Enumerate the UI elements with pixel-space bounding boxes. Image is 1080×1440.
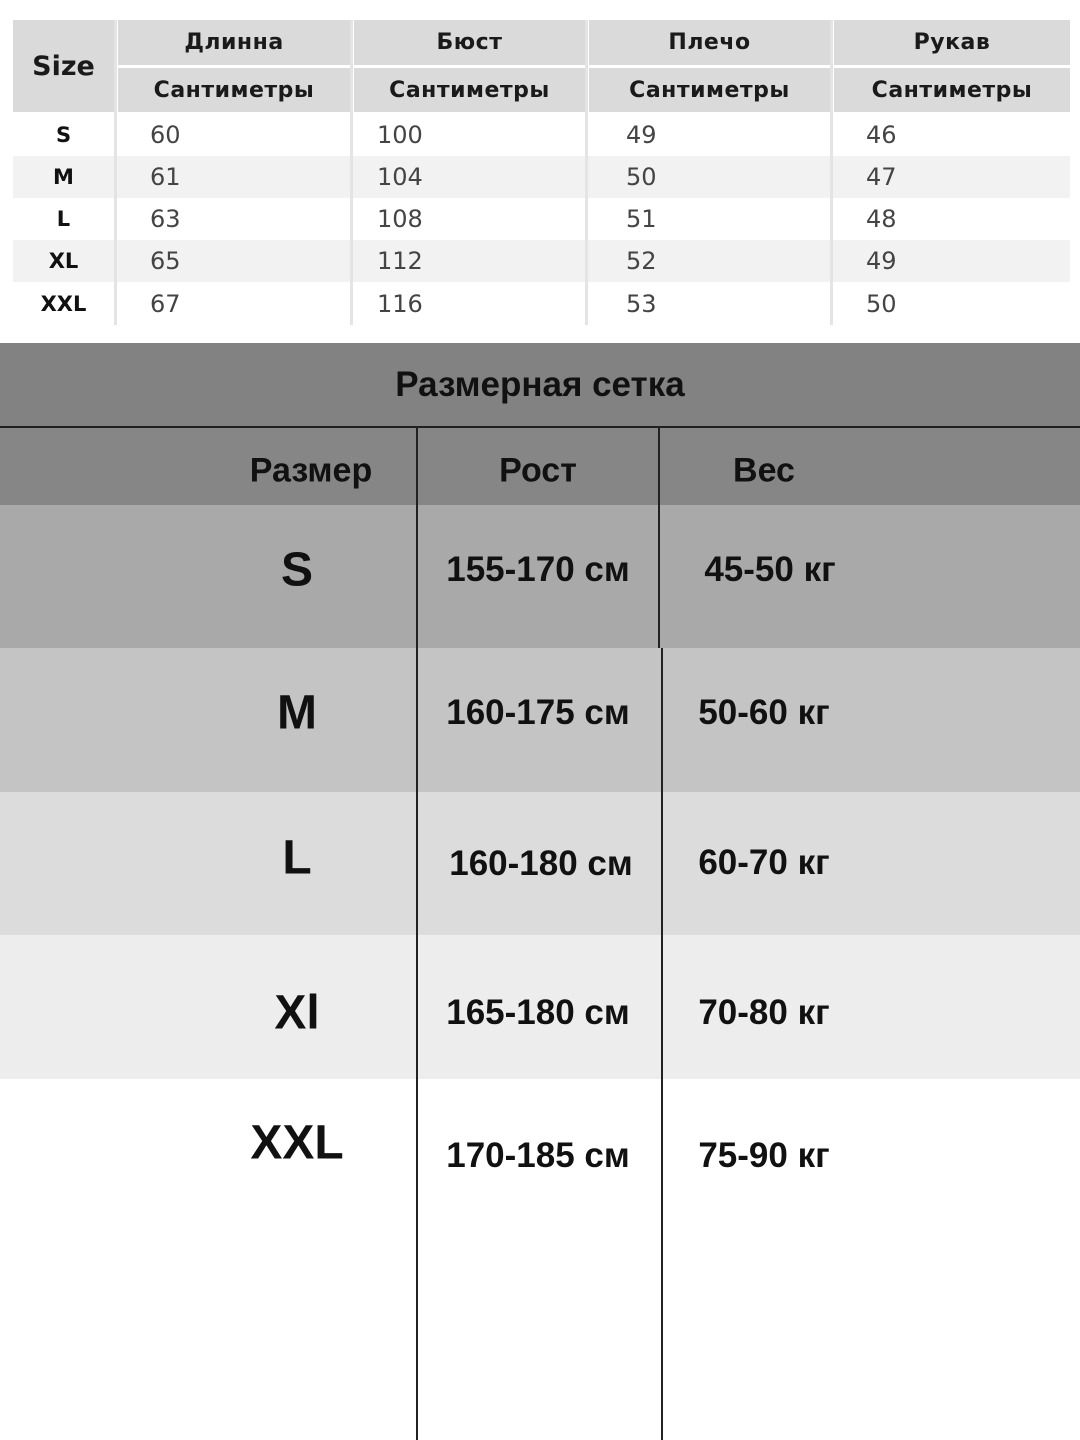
length-value: 65 (150, 247, 181, 275)
weight-value: 60-70 кг (698, 843, 830, 882)
size-value: XXL (250, 1116, 344, 1170)
row-size-label: XL (48, 249, 79, 273)
bust-column-header: Бюст (354, 20, 585, 65)
bust-unit-header: Сантиметры (354, 68, 585, 112)
weight-value: 50-60 кг (698, 693, 830, 732)
weight-value: 45-50 кг (704, 550, 836, 589)
bust-value: 116 (377, 289, 423, 318)
weight-value: 75-90 кг (698, 1136, 830, 1175)
column-divider (585, 20, 588, 325)
size-row-band (0, 1079, 1080, 1440)
measurements-table (13, 20, 1070, 325)
column-divider (830, 20, 833, 325)
sleeve-column-header: Рукав (834, 20, 1070, 65)
row-size-label: L (56, 207, 71, 231)
shoulder-value: 50 (626, 163, 657, 191)
length-unit-header: Сантиметры (118, 68, 350, 112)
column-divider (661, 648, 663, 1440)
bust-value: 100 (377, 121, 423, 149)
column-divider (658, 426, 660, 648)
sleeve-value: 46 (866, 121, 897, 149)
row-size-label: S (55, 123, 72, 147)
sleeve-unit-header: Сантиметры (834, 68, 1070, 112)
sleeve-value: 48 (866, 205, 897, 233)
height-value: 170-185 см (446, 1136, 630, 1175)
size-chart-title: Размерная сетка (395, 364, 685, 404)
height-header: Рост (499, 451, 577, 490)
row-size-label: M (53, 165, 74, 189)
shoulder-value: 52 (626, 247, 657, 275)
shoulder-column-header: Плечо (589, 20, 830, 65)
height-value: 160-180 см (449, 844, 633, 883)
bust-value: 112 (377, 247, 423, 275)
length-value: 63 (150, 205, 181, 233)
height-value: 155-170 см (446, 550, 630, 589)
sleeve-value: 49 (866, 247, 897, 275)
shoulder-value: 51 (626, 205, 657, 233)
bust-value: 108 (377, 205, 423, 233)
sleeve-value: 47 (866, 163, 897, 191)
size-header: Размер (249, 451, 373, 490)
shoulder-unit-header: Сантиметры (589, 68, 830, 112)
size-value: M (277, 686, 317, 740)
height-value: 165-180 см (446, 993, 630, 1032)
column-divider (416, 426, 418, 1440)
shoulder-value: 53 (626, 289, 657, 318)
size-value: L (282, 831, 312, 885)
column-divider (114, 20, 117, 325)
row-size-label: XXL (40, 291, 87, 316)
length-column-header: Длинна (118, 20, 350, 65)
weight-value: 70-80 кг (698, 993, 830, 1032)
weight-header: Вес (733, 451, 795, 490)
size-value: Xl (274, 986, 320, 1040)
shoulder-value: 49 (626, 121, 657, 149)
size-value: S (280, 543, 314, 597)
length-value: 67 (150, 289, 181, 318)
size-chart-title-bar (0, 343, 1080, 426)
height-value: 160-175 см (446, 693, 630, 732)
bust-value: 104 (377, 163, 423, 191)
length-value: 60 (150, 121, 181, 149)
size-column-header: Size (13, 20, 114, 112)
column-divider (350, 20, 353, 325)
length-value: 61 (150, 163, 181, 191)
sleeve-value: 50 (866, 289, 897, 318)
